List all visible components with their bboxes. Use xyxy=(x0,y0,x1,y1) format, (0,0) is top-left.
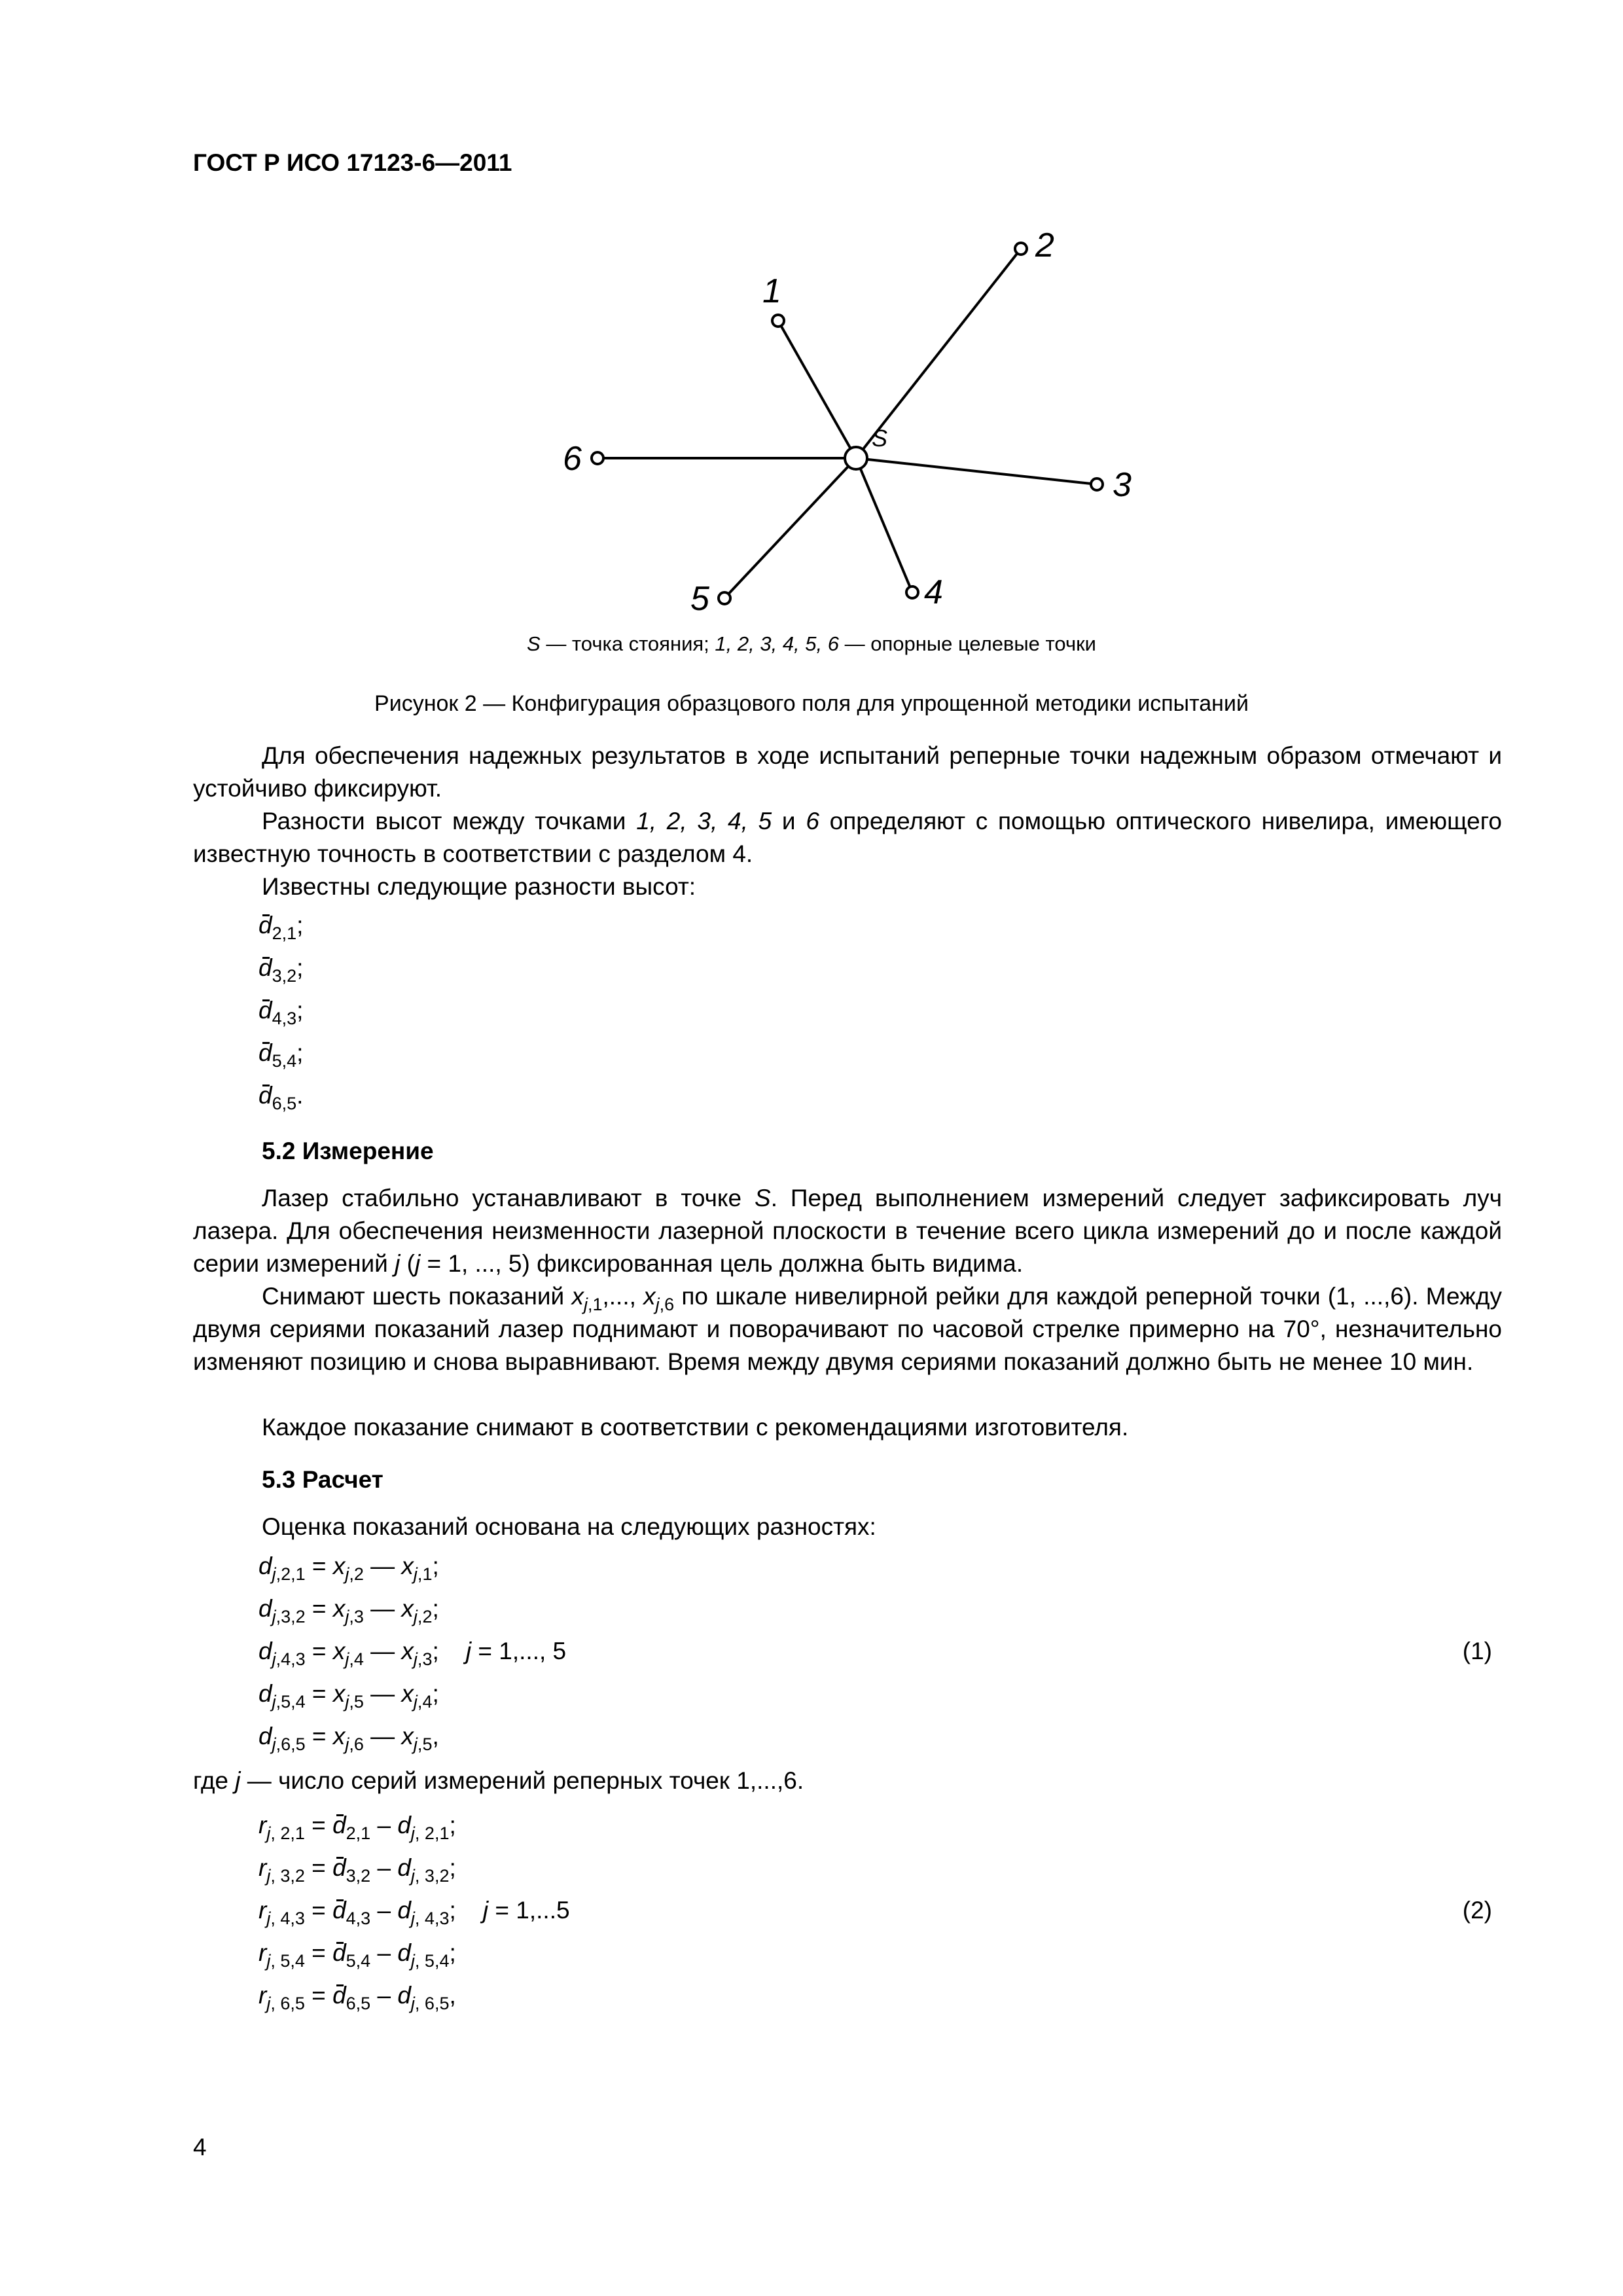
equation-2-row-3: $r_{j, 4,3} = d_{4,3} - d_{j, 4,3}$; j = 1,...5 xyxy=(259,1897,570,1928)
figure-caption: Рисунок 2 — Конфигурация образцового поля для упрощенной методики испытаний xyxy=(374,691,1249,716)
equation-1-number: (1) xyxy=(1462,1638,1492,1664)
equation-1-row-4: $d_{j,5,4} = x_{j,5}$ — $x_{j,4}$; xyxy=(259,1680,439,1712)
station-point xyxy=(845,447,867,469)
paragraph-manufacturer-recommendations: Каждое показание снимают в соответствии с рекомендациями изготовителя. xyxy=(262,1414,1129,1441)
target-point-5 xyxy=(719,592,730,604)
equation-1-row-5: $d_{j,6,5} = x_{j,6}$ — $x_{j,5}$, xyxy=(259,1723,439,1754)
equation-2-row-4: $r_{j, 5,4} = d_{5,4} - d_{j, 5,4}$; xyxy=(259,1939,456,1971)
target-point-6 xyxy=(592,452,603,464)
paragraph-laser-setup: Лазер стабильно устанавливают в точке S. Перед выполнением измерений следует зафиксировать луч лазера. Для обеспечения неизменности лазерной плоскости в течение всего цикла измерений до и после каждой серии измерений j (j = 1, ..., 5) фиксированная цель должна быть видима. xyxy=(193,1185,1502,1277)
paragraph-known-differences: Известны следующие разности высот: xyxy=(262,873,696,900)
known-difference-2-1: $d_{2,1}$; xyxy=(259,912,304,943)
target-point-1 xyxy=(772,315,784,327)
label-6: 6 xyxy=(563,440,582,478)
known-difference-6-5: $d_{6,5}$. xyxy=(259,1082,304,1113)
label-1: 1 xyxy=(762,272,781,310)
paragraph-where-j: где j — число серий измерений реперных точек 1,...,6. xyxy=(193,1767,804,1794)
label-3: 3 xyxy=(1113,466,1132,504)
ray-5 xyxy=(724,458,856,598)
section-5-2-title: 5.2 Измерение xyxy=(262,1138,434,1164)
equation-2-row-1: $r_{j, 2,1} = d_{2,1} - d_{j, 2,1}$; xyxy=(259,1812,456,1843)
ray-3 xyxy=(856,458,1097,484)
target-point-3 xyxy=(1091,478,1103,490)
ray-4 xyxy=(856,458,912,592)
target-point-2 xyxy=(1015,243,1027,255)
section-5-3-title: 5.3 Расчет xyxy=(262,1466,383,1493)
equation-1-row-2: $d_{j,3,2} = x_{j,3}$ — $x_{j,2}$; xyxy=(259,1595,439,1626)
figure-legend: S — точка стояния; 1, 2, 3, 4, 5, 6 — опорные целевые точки xyxy=(527,632,1096,655)
known-difference-5-4: $d_{5,4}$; xyxy=(259,1039,304,1071)
label-2: 2 xyxy=(1035,226,1054,264)
document-header: ГОСТ Р ИСО 17123-6—2011 xyxy=(193,149,512,176)
equation-2-row-5: $r_{j, 6,5} = d_{6,5} - d_{j, 6,5}$, xyxy=(259,1982,456,2013)
target-point-4 xyxy=(906,586,918,598)
paragraph-reliable-results: Для обеспечения надежных результатов в ходе испытаний реперные точки надежным образом отмечают и устойчиво фиксируют. xyxy=(193,742,1502,802)
known-difference-4-3: $d_{4,3}$; xyxy=(259,997,304,1028)
equation-2-row-2: $r_{j, 3,2} = d_{3,2} - d_{j, 3,2}$; xyxy=(259,1854,456,1886)
equation-1-row-3: $d_{j,4,3} = x_{j,4}$ — $x_{j,3}$; j = 1,..., 5 xyxy=(259,1638,567,1669)
test-field-diagram xyxy=(524,216,1178,622)
page-number: 4 xyxy=(193,2134,207,2161)
label-4: 4 xyxy=(924,573,943,611)
label-station: S xyxy=(872,425,888,452)
known-difference-3-2: $d_{3,2}$; xyxy=(259,954,304,986)
paragraph-height-differences: Разности высот между точками 1, 2, 3, 4, 5 и 6 определяют с помощью оптического нивелира, имеющего известную точность в соответствии с разделом 4. xyxy=(193,808,1502,867)
ray-1 xyxy=(778,321,856,458)
label-5: 5 xyxy=(690,580,709,618)
paragraph-six-readings: Снимают шесть показаний $x_{j,1}$,..., $x_{j,6}$ по шкале нивелирной рейки для каждой реперной точки (1, ...,6). Между двумя сериями показаний лазер поднимают и поворачивают по часовой стрелке примерно на 70°, незначительно изменяют позицию и снова выравнивают. Время между двумя сериями показаний должно быть не менее 10 мин. xyxy=(193,1283,1502,1375)
equation-2-number: (2) xyxy=(1462,1897,1492,1924)
equation-1-row-1: $d_{j,2,1} = x_{j,2}$ — $x_{j,1}$; xyxy=(259,1552,439,1584)
paragraph-evaluation: Оценка показаний основана на следующих разностях: xyxy=(262,1513,876,1540)
